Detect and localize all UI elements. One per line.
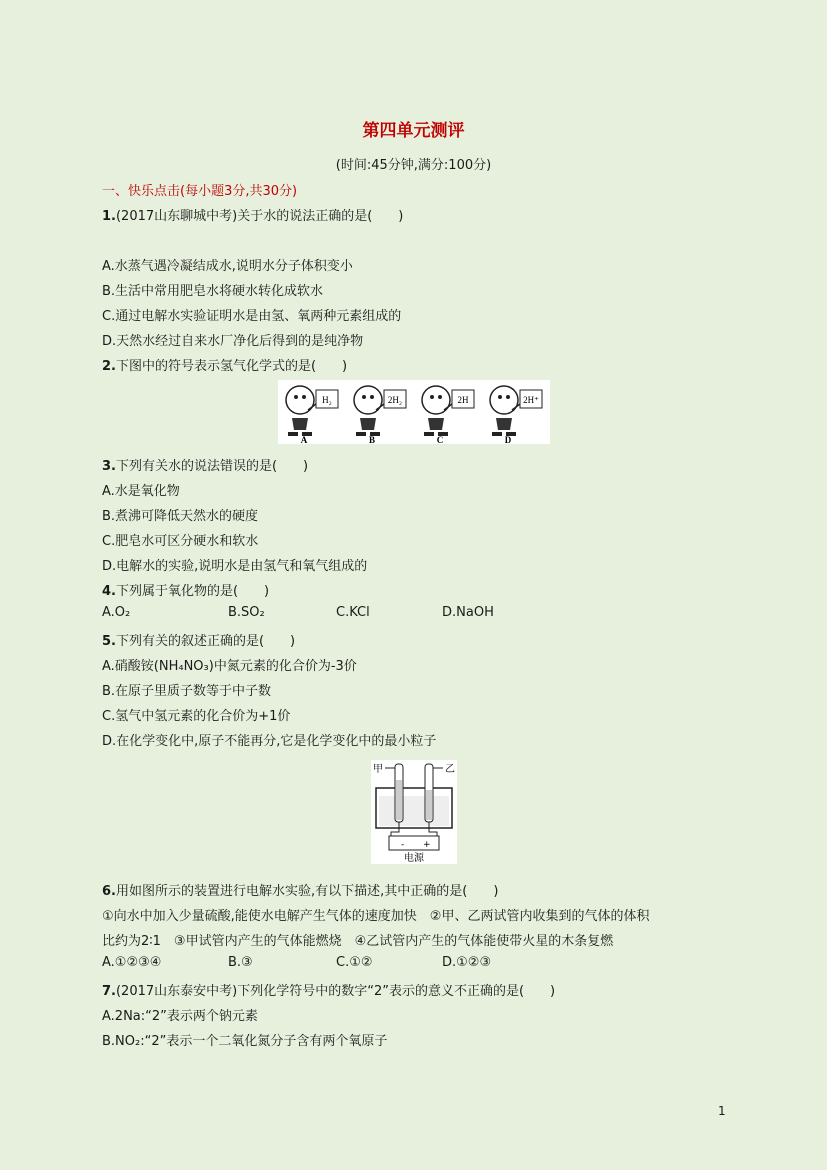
option-6d: D.①②③ — [442, 955, 492, 970]
option-4c: C.KCl — [336, 605, 370, 620]
question-stem: 下列属于氧化物的是( ) — [115, 584, 270, 599]
power-plus: + — [423, 840, 431, 850]
option-4d: D.NaOH — [442, 605, 494, 620]
question-stem: (2017山东聊城中考)关于水的说法正确的是( ) — [115, 209, 404, 224]
option-3a: A.水是氧化物 — [102, 484, 180, 499]
section-heading: 一、快乐点击(每小题3分,共30分) — [102, 184, 298, 199]
figure-cartoon-c — [422, 386, 474, 444]
question-6-line-3: 比约为2∶1 ③甲试管内产生的气体能燃烧 ④乙试管内产生的气体能使带火星的木条复燃 — [102, 934, 614, 949]
option-5c: C.氢气中氢元素的化合价为+1价 — [102, 709, 291, 724]
option-1a: A.水蒸气遇冷凝结成水,说明水分子体积变小 — [102, 259, 353, 274]
option-5b: B.在原子里质子数等于中子数 — [102, 684, 272, 699]
page-subtitle: (时间:45分钟,满分:100分) — [335, 158, 492, 173]
figure-label: A — [300, 435, 308, 444]
question-stem: 用如图所示的装置进行电解水实验,有以下描述,其中正确的是( ) — [115, 884, 499, 899]
question-4 — [102, 580, 269, 599]
question-stem: 下列有关的叙述正确的是( ) — [115, 634, 296, 649]
question-number: 6. — [102, 884, 116, 899]
figure-label: D — [504, 435, 512, 444]
question-7 — [102, 980, 555, 999]
electrolysis-apparatus-figure — [371, 760, 457, 864]
tube-label-left: 甲 — [373, 764, 383, 775]
hydrogen-symbol-figure — [278, 380, 550, 444]
option-6b: B.③ — [228, 955, 253, 970]
question-number: 4. — [102, 584, 116, 599]
option-3d: D.电解水的实验,说明水是由氢气和氧气组成的 — [102, 559, 368, 574]
option-3c: C.肥皂水可区分硬水和软水 — [102, 534, 259, 549]
option-1c: C.通过电解水实验证明水是由氢、氧两种元素组成的 — [102, 309, 402, 324]
tube-label-right: 乙 — [445, 764, 455, 775]
question-3 — [102, 455, 308, 474]
question-stem: 下图中的符号表示氢气化学式的是( ) — [115, 359, 348, 374]
figure-box-text: H₂ — [322, 395, 332, 405]
question-1 — [102, 205, 403, 224]
figure-cartoon-a — [286, 386, 338, 444]
question-stem: 下列有关水的说法错误的是( ) — [115, 459, 309, 474]
figure-label: B — [368, 435, 376, 444]
power-label: 电源 — [404, 853, 424, 864]
power-minus: - — [401, 840, 405, 850]
figure-label: C — [436, 435, 444, 444]
option-7a: A.2Na:“2”表示两个钠元素 — [102, 1009, 258, 1024]
option-7b: B.NO₂:“2”表示一个二氧化氮分子含有两个氧原子 — [102, 1034, 388, 1049]
figure-box-text: 2H — [457, 395, 469, 405]
question-number: 7. — [102, 984, 116, 999]
options-row-6 — [102, 955, 491, 970]
question-2 — [102, 355, 347, 374]
question-6-line-2: ①向水中加入少量硫酸,能使水电解产生气体的速度加快 ②甲、乙两试管内收集到的气体的体积 — [102, 909, 650, 924]
question-number: 1. — [102, 209, 116, 224]
question-number: 2. — [102, 359, 116, 374]
option-1d: D.天然水经过自来水厂净化后得到的是纯净物 — [102, 334, 364, 349]
option-5a: A.硝酸铵(NH₄NO₃)中氮元素的化合价为-3价 — [102, 659, 357, 674]
question-number: 5. — [102, 634, 116, 649]
figure-box-text: 2H⁺ — [523, 395, 539, 405]
question-stem: (2017山东泰安中考)下列化学符号中的数字“2”表示的意义不正确的是( ) — [115, 984, 556, 999]
option-1b: B.生活中常用肥皂水将硬水转化成软水 — [102, 284, 324, 299]
page-number: 1 — [718, 1104, 726, 1118]
figure-cartoon-d — [490, 386, 542, 444]
option-6a: A.①②③④ — [102, 955, 162, 970]
question-number: 3. — [102, 459, 116, 474]
figure-cartoon-b — [354, 386, 406, 444]
option-4a: A.O₂ — [102, 605, 131, 620]
option-6c: C.①② — [336, 955, 373, 970]
figure-box-text: 2H₂ — [387, 395, 403, 405]
option-5d: D.在化学变化中,原子不能再分,它是化学变化中的最小粒子 — [102, 734, 437, 749]
page-title: 第四单元测评 — [362, 121, 465, 141]
option-4b: B.SO₂ — [228, 605, 265, 620]
question-5 — [102, 630, 295, 649]
question-6 — [102, 880, 498, 899]
options-row-4 — [102, 605, 494, 620]
option-3b: B.煮沸可降低天然水的硬度 — [102, 509, 259, 524]
